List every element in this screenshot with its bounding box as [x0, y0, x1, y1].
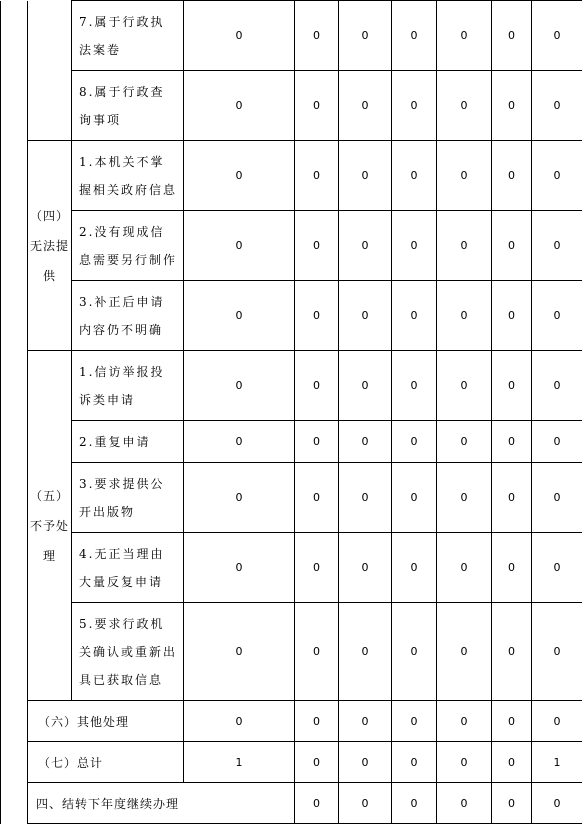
value-cell: 0 [339, 281, 392, 351]
value-cell: 0 [492, 603, 532, 701]
total-label: （七）总计 [28, 742, 184, 783]
value-cell: 0 [437, 783, 492, 824]
value-cell: 0 [339, 421, 392, 463]
value-cell: 0 [392, 351, 437, 421]
value-cell: 0 [437, 1, 492, 71]
value-cell: 0 [184, 463, 295, 533]
value-cell: 0 [392, 141, 437, 211]
value-cell: 0 [532, 351, 582, 421]
group-iii-blank-cell [28, 1, 72, 141]
value-cell: 0 [532, 1, 582, 71]
value-cell: 0 [532, 71, 582, 141]
value-cell: 0 [492, 211, 532, 281]
row-label: 1.信访举报投诉类申请 [72, 351, 184, 421]
group-title-no-provision: （四）无法提供 [28, 141, 72, 351]
value-cell: 0 [492, 701, 532, 742]
value-cell: 0 [295, 533, 339, 603]
value-cell: 0 [532, 463, 582, 533]
table-row [1, 281, 582, 351]
table-row [1, 351, 582, 421]
value-cell: 0 [184, 351, 295, 421]
value-cell: 0 [339, 141, 392, 211]
value-cell: 0 [392, 742, 437, 783]
value-cell: 0 [492, 71, 532, 141]
value-cell: 0 [184, 71, 295, 141]
row-label: 1.本机关不掌握相关政府信息 [72, 141, 184, 211]
value-cell: 0 [339, 533, 392, 603]
value-cell: 0 [532, 783, 582, 824]
row-label: 3.要求提供公开出版物 [72, 463, 184, 533]
value-cell: 1 [532, 742, 582, 783]
table-row [1, 1, 582, 71]
value-cell: 0 [339, 603, 392, 701]
value-cell: 1 [184, 742, 295, 783]
outer-left-blank-cell [1, 1, 28, 824]
value-cell: 0 [532, 421, 582, 463]
other-processing-label: （六）其他处理 [28, 701, 184, 742]
value-cell: 0 [532, 533, 582, 603]
value-cell: 0 [437, 421, 492, 463]
value-cell: 0 [532, 141, 582, 211]
table-row [1, 141, 582, 211]
carried-over-label: 四、结转下年度继续办理 [28, 783, 295, 824]
value-cell: 0 [295, 603, 339, 701]
table-row [1, 603, 582, 701]
value-cell: 0 [184, 281, 295, 351]
value-cell: 0 [392, 211, 437, 281]
value-cell: 0 [295, 701, 339, 742]
row-label: 3.补正后申请内容仍不明确 [72, 281, 184, 351]
value-cell: 0 [184, 421, 295, 463]
value-cell: 0 [339, 742, 392, 783]
value-cell: 0 [392, 701, 437, 742]
value-cell: 0 [492, 421, 532, 463]
value-cell: 0 [392, 281, 437, 351]
row-label: 8.属于行政查询事项 [72, 71, 184, 141]
value-cell: 0 [532, 603, 582, 701]
table-row [1, 211, 582, 281]
value-cell: 0 [437, 742, 492, 783]
value-cell: 0 [339, 71, 392, 141]
value-cell: 0 [492, 141, 532, 211]
value-cell: 0 [392, 1, 437, 71]
value-cell: 0 [339, 351, 392, 421]
value-cell: 0 [295, 463, 339, 533]
value-cell: 0 [532, 211, 582, 281]
value-cell: 0 [392, 463, 437, 533]
value-cell: 0 [184, 141, 295, 211]
value-cell: 0 [295, 1, 339, 71]
value-cell: 0 [532, 701, 582, 742]
value-cell: 0 [339, 463, 392, 533]
value-cell: 0 [492, 533, 532, 603]
value-cell: 0 [184, 603, 295, 701]
value-cell: 0 [339, 783, 392, 824]
value-cell: 0 [437, 603, 492, 701]
value-cell: 0 [392, 783, 437, 824]
value-cell: 0 [392, 71, 437, 141]
value-cell: 0 [492, 281, 532, 351]
table-row [1, 783, 582, 824]
value-cell: 0 [295, 351, 339, 421]
value-cell: 0 [392, 421, 437, 463]
value-cell: 0 [492, 783, 532, 824]
value-cell: 0 [437, 351, 492, 421]
value-cell: 0 [492, 351, 532, 421]
value-cell: 0 [437, 141, 492, 211]
value-cell: 0 [437, 533, 492, 603]
value-cell: 0 [437, 71, 492, 141]
table-row [1, 463, 582, 533]
value-cell: 0 [492, 1, 532, 71]
value-cell: 0 [339, 701, 392, 742]
value-cell: 0 [392, 533, 437, 603]
table-row [1, 701, 582, 742]
value-cell: 0 [184, 1, 295, 71]
value-cell: 0 [532, 281, 582, 351]
row-label: 2.重复申请 [72, 421, 184, 463]
value-cell: 0 [295, 742, 339, 783]
row-label: 4.无正当理由大量反复申请 [72, 533, 184, 603]
value-cell: 0 [295, 281, 339, 351]
value-cell: 0 [392, 603, 437, 701]
value-cell: 0 [492, 742, 532, 783]
value-cell: 0 [295, 141, 339, 211]
row-label: 2.没有现成信息需要另行制作 [72, 211, 184, 281]
value-cell: 0 [437, 211, 492, 281]
value-cell: 0 [184, 701, 295, 742]
row-label: 5.要求行政机关确认或重新出具已获取信息 [72, 603, 184, 701]
value-cell: 0 [339, 211, 392, 281]
value-cell: 0 [339, 1, 392, 71]
value-cell: 0 [295, 421, 339, 463]
value-cell: 0 [184, 533, 295, 603]
value-cell: 0 [184, 211, 295, 281]
table-row [1, 71, 582, 141]
value-cell: 0 [295, 783, 339, 824]
table-row [1, 421, 582, 463]
group-title-not-processed: （五）不予处理 [28, 351, 72, 701]
table-row [1, 533, 582, 603]
value-cell: 0 [437, 281, 492, 351]
value-cell: 0 [492, 463, 532, 533]
row-label: 7.属于行政执法案卷 [72, 1, 184, 71]
value-cell: 0 [437, 463, 492, 533]
table-row [1, 742, 582, 783]
value-cell: 0 [295, 71, 339, 141]
value-cell: 0 [437, 701, 492, 742]
value-cell: 0 [295, 211, 339, 281]
